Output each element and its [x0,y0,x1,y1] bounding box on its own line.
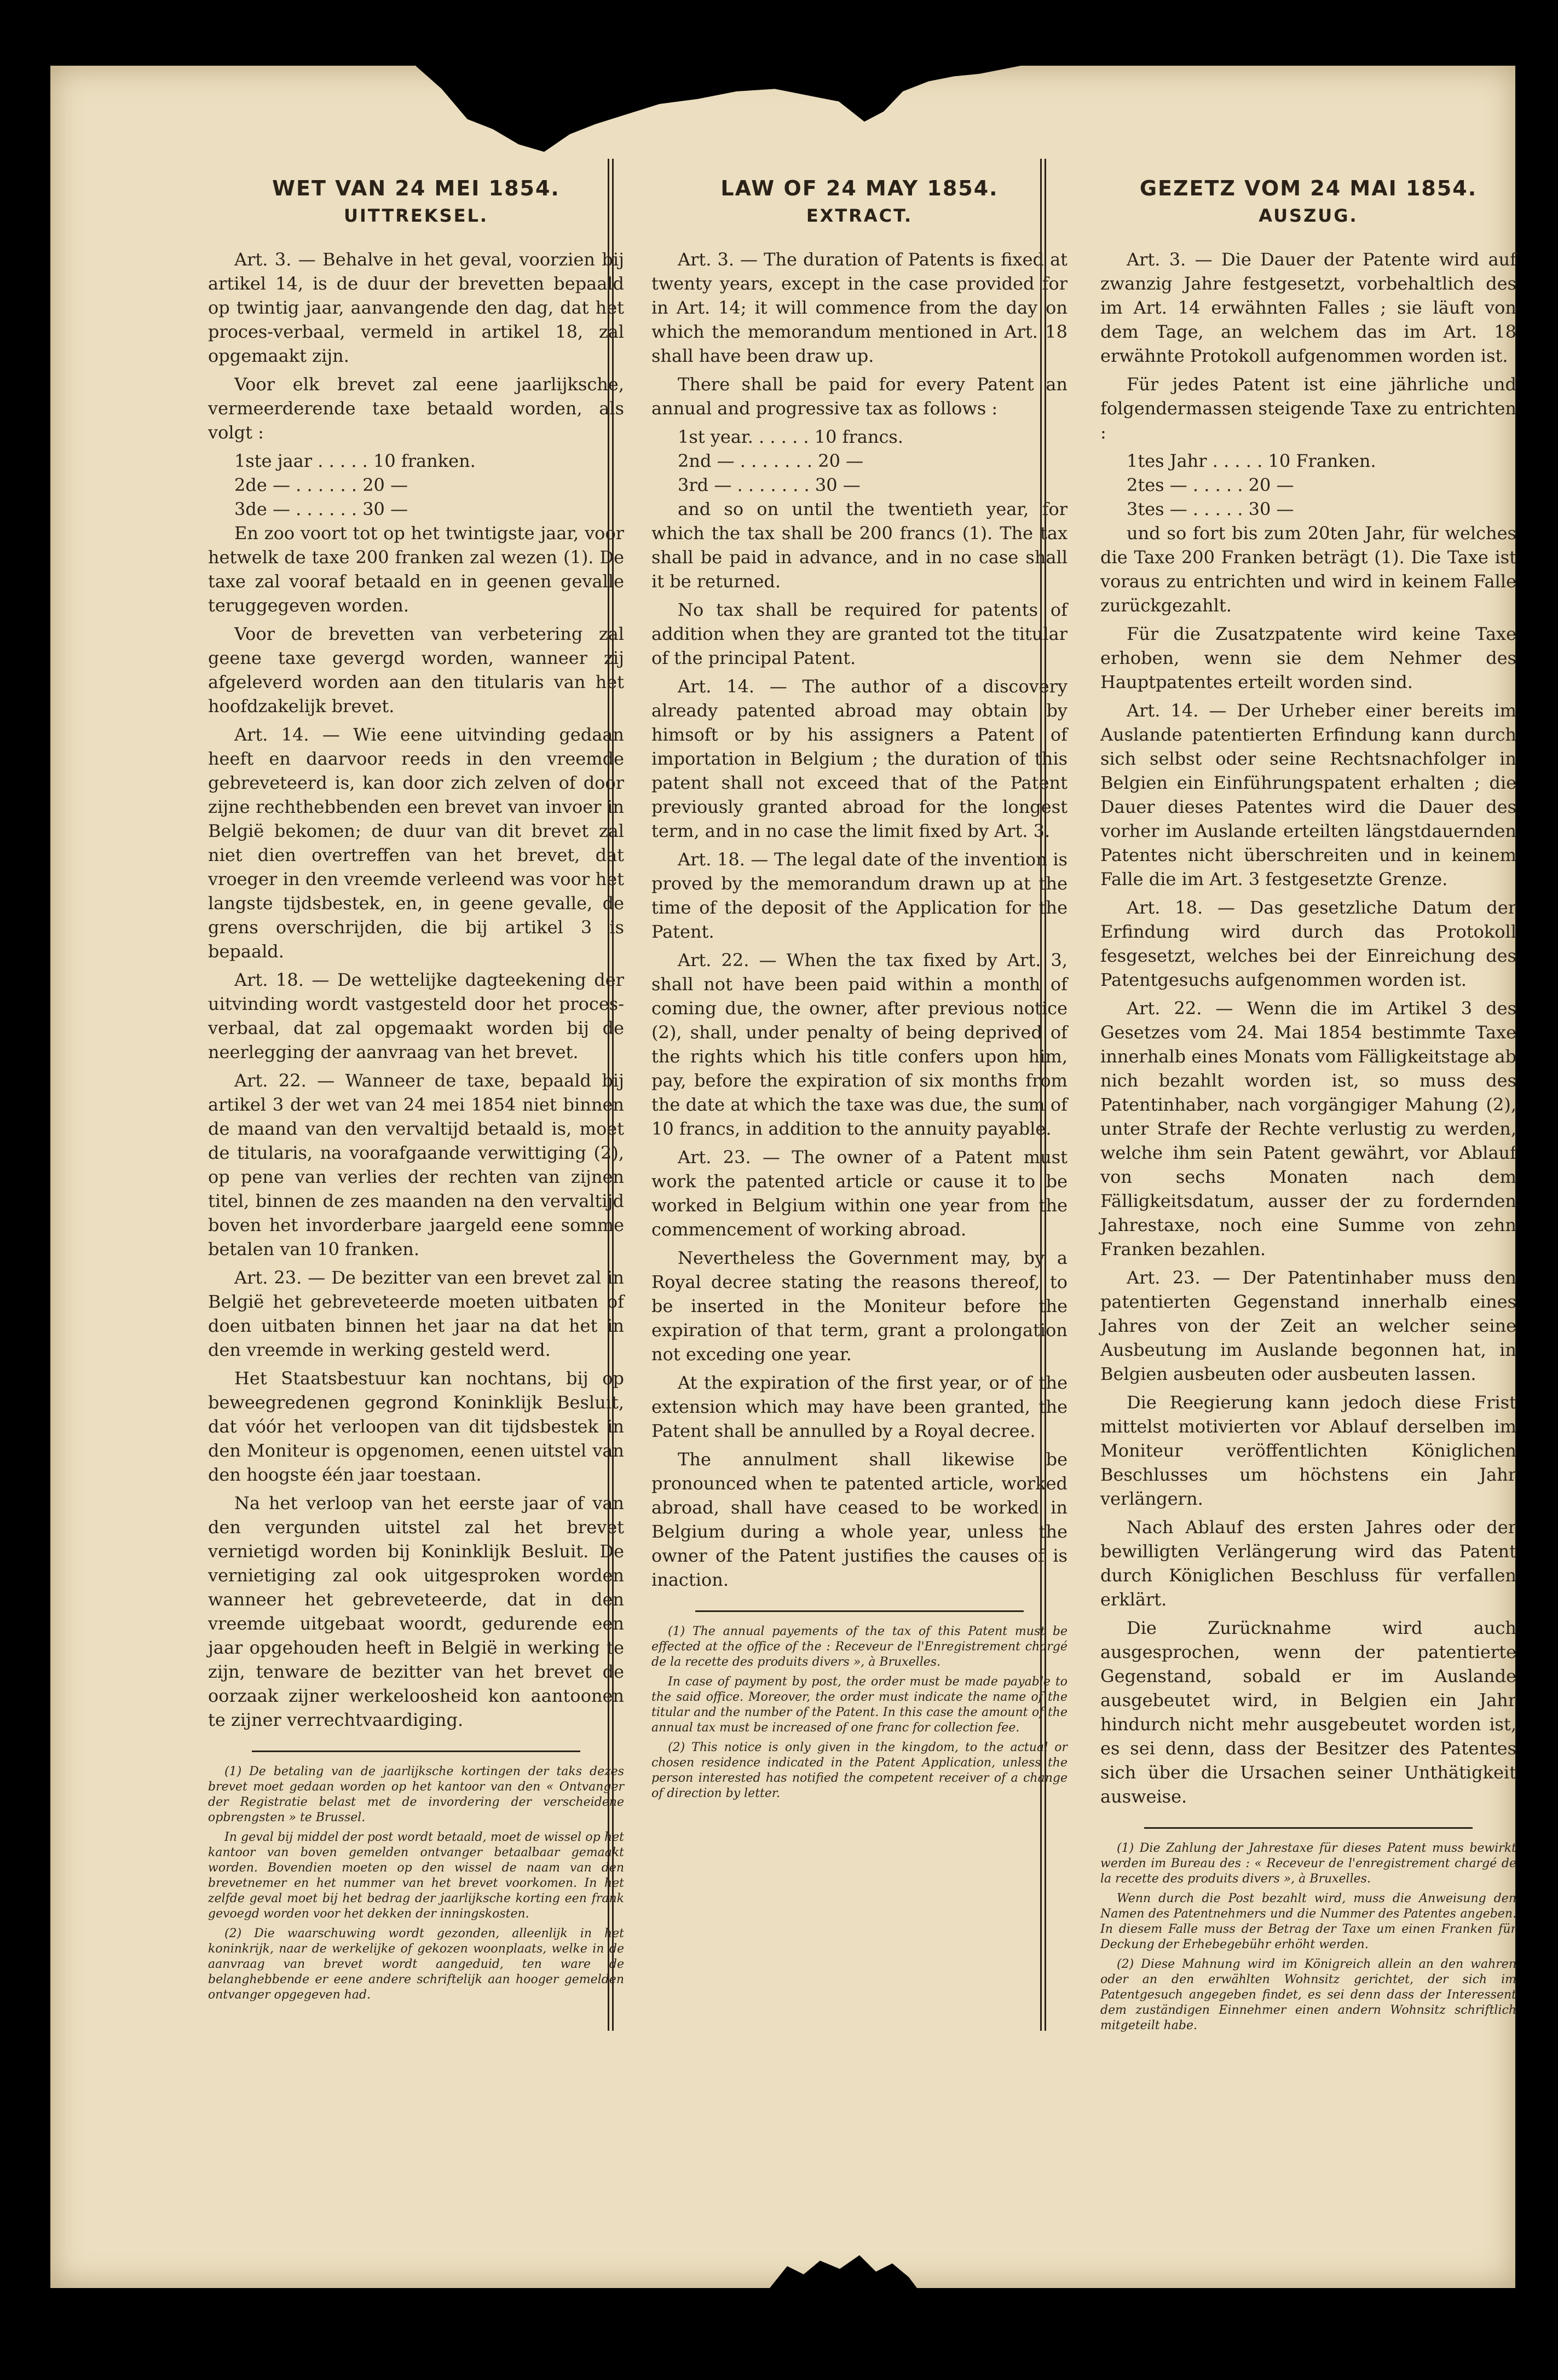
article-paragraph: Art. 18. — Das gesetzliche Datum der Erfindung wird durch das Protokoll fesgesetzt, welches bei der Einreichung des Patentgesuchs aufgenommen worden ist. [1100,897,1516,990]
article-paragraph: Die Reegierung kann jedoch diese Frist mittelst motivierten vor Ablauf derselben im Moniteur veröffentlichten Königlichen Beschlusses um höchstens ein Jahr verlängern. [1100,1392,1516,1509]
article-paragraph: No tax shall be required for patents of addition when they are granted tot the titular of the principal Patent. [651,599,1067,668]
footnote-separator [1144,1827,1473,1829]
fee-line: 3tes — . . . . . 30 — [1127,499,1294,519]
article-paragraph: Für die Zusatzpatente wird keine Taxe erhoben, wenn sie dem Nehmer des Hauptpatentes erteilt worden sind. [1100,623,1516,692]
article-paragraph: Art. 14. — Der Urheber einer bereits im Auslande patentierten Erfindung kann durch sich selbst oder seine Rechtsnachfolger in Belgien ein Einführungspatent erhalten ; die Dauer dieses Patentes wird die Dauer des vorher im Auslande erteilten längstdauernden Patentes nicht überschreiten und in keinem Falle die im Art. 3 festgesetzte Grenze. [1100,700,1516,889]
fee-line: 2tes — . . . . . 20 — [1127,475,1294,495]
article-paragraph: Art. 23. — Der Patentinhaber muss den patentierten Gegenstand innerhalb eines Jahres von der Zeit an welcher seine Ausbeutung im Auslande begonnen hat, in Belgien ausbeuten oder ausbeuten lassen. [1100,1267,1516,1384]
column-title: WET VAN 24 MEI 1854. [272,176,560,200]
article-paragraph: und so fort bis zum 20ten Jahr, für welches die Taxe 200 Franken beträgt (1). Die Taxe ist voraus zu entrichten und wird in keinem Falle zurückgezahlt. [1100,523,1516,616]
article-paragraph: Art. 3. — Die Dauer der Patente wird auf zwanzig Jahre festgesetzt, vorbehaltlich des im Art. 14 erwähnten Falles ; sie läuft von dem Tage, an welchem das im Art. 18 erwähnte Protokoll aufgenommen worden ist. [1100,249,1516,366]
footnote: In case of payment by post, the order must be made payable to the said office. Moreover, the order must indicate the name of the titular and the number of the Patent. In this case the amount of the annual tax must be increased of one franc for collection fee. [651,1675,1067,1735]
column-dutch [208,170,624,2007]
footnote: (1) The annual payements of the tax of this Patent must be effected at the office of the : Receveur de l'Enregistrement chargé de la recette des produits divers », à Bruxelles. [651,1625,1067,1669]
column-subtitle: UITTREKSEL. [343,205,489,226]
article-paragraph: Art. 14. — Wie eene uitvinding gedaan heeft en daarvoor reeds in den vreemde gebreveteerd is, kan door zich zelven of door zijne rechthebbenden een brevet van invoer in België bekomen; de duur van dit brevet zal niet dien overtreffen van het brevet, dat vroeger in den vreemde verleend was voor het langste tijdsbestek, en, in geene gevalle, de grens overschrijden, die bij artikel 3 is bepaald. [208,724,624,962]
footnote-separator [695,1610,1024,1612]
article-paragraph: En zoo voort tot op het twintigste jaar, voor hetwelk de taxe 200 franken zal wezen (1). De taxe zal vooraf betaald en in geenen gevalle teruggegeven worden. [208,523,624,616]
footnote: (1) De betaling van de jaarlijksche kortingen der taks dezes brevet moet gedaan worden op het kantoor van den « Ontvanger der Registratie belast met de invordering der verscheidene opbrengsten » te Brussel. [208,1765,624,1824]
article-paragraph: Voor de brevetten van verbetering zal geene taxe gevergd worden, wanneer zij afgeleverd worden aan den titularis van het hoofdzakelijk brevet. [208,623,624,717]
article-paragraph: Art. 18. — De wettelijke dagteekening der uitvinding wordt vastgesteld door het proces-verbaal, dat zal opgemaakt worden bij de neerlegging der aanvraag van het brevet. [208,969,624,1062]
article-paragraph: Art. 22. — When the tax fixed by Art. 3, shall not have been paid within a month of coming due, the owner, after previous notice (2), shall, under penalty of being deprived of the rights which his title confers upon him, pay, before the expiration of six months from the date at which the taxe was due, the sum of 10 francs, in addition to the annuity payable. [651,950,1067,1139]
fee-line: 3de — . . . . . . 30 — [234,499,408,519]
footnote: Wenn durch die Post bezahlt wird, muss die Anweisung den Namen des Patentnehmers und die Nummer des Patentes angeben. In diesem Falle muss der Betrag der Taxe um einen Franken für Deckung der Erhebegebühr erhöht werden. [1100,1892,1516,1951]
article-paragraph: Art. 23. — The owner of a Patent must work the patented article or cause it to be worked in Belgium within one year from the commencement of working abroad. [651,1147,1067,1240]
footnote: (2) Die waarschuwing wordt gezonden, alleenlijk in het koninkrijk, naar de werkelijke of gekozen woonplaats, welke in de aanvraag van brevet wordt aangeduid, ten ware de belanghebbende er eene andere schriftelijk aan hooger gemelden ontvanger opgegeven had. [208,1927,624,2002]
fee-line: 1tes Jahr . . . . . 10 Franken. [1127,450,1376,471]
article-paragraph: Art. 14. — The author of a discovery already patented abroad may obtain by himsoft or by his assigners a Patent of importation in Belgium ; the duration of this patent shall not exceed that of the Patent previously granted abroad for the longest term, and in no case the limit fixed by Art. 3. [651,676,1067,841]
column-title: LAW OF 24 MAY 1854. [720,176,999,200]
column-english [651,170,1067,1806]
column-subtitle: EXTRACT. [806,205,913,226]
article-paragraph: Voor elk brevet zal eene jaarlijksche, vermeerderende taxe betaald worden, als volgt : [208,374,624,443]
article-paragraph: Art. 22. — Wenn die im Artikel 3 des Gesetzes vom 24. Mai 1854 bestimmte Taxe innerhalb eines Monats vom Fälligkeitstage ab nich bezahlt worden ist, so muss des Patentinhaber, nach vorgängiger Mahung (2), unter Strafe der Rechte verlustig zu werden, welche ihm sein Patent gewährt, vor Ablauf von sechs Monaten nach dem Fälligkeitsdatum, ausser der zu fordernden Jahrestaxe, noch eine Summe von zehn Franken bezahlen. [1100,998,1516,1260]
article-paragraph: Nach Ablauf des ersten Jahres oder der bewilligten Verlängerung wird das Patent durch Königlichen Beschluss für verfallen erklärt. [1100,1517,1516,1610]
article-paragraph: Für jedes Patent ist eine jährliche und folgendermassen steigende Taxe zu entrichten : [1100,374,1516,443]
article-paragraph: There shall be paid for every Patent an annual and progressive tax as follows : [651,374,1067,419]
article-paragraph: Art. 3. — Behalve in het geval, voorzien bij artikel 14, is de duur der brevetten bepaald op twintig jaar, aanvangende den dag, dat het proces-verbaal, vermeld in artikel 18, zal opgemaakt zijn. [208,249,624,366]
fee-line: 1st year. . . . . . 10 francs. [678,426,903,447]
article-paragraph: Het Staatsbestuur kan nochtans, bij op beweegredenen gegrond Koninklijk Besluit, dat vóór het verloopen van dit tijdsbestek in den Moniteur is opgenomen, eenen uitstel van den hoogste één jaar toestaan. [208,1368,624,1485]
fee-line: 1ste jaar . . . . . 10 franken. [234,450,476,471]
article-paragraph: Na het verloop van het eerste jaar of van den vergunden uitstel zal het brevet vernietigd worden bij Koninklijk Besluit. De vernietiging zal ook uitgesproken worden wanneer het gebreveteerde, dat in den vreemde uitgebaat woordt, gedurende een jaar opgehouden heeft in België in werking te zijn, tenware de bezitter van het brevet de oorzaak zijner werkeloosheid kon aantoonen te zijner verrechtvaardiging. [208,1493,624,1730]
footnote: (2) This notice is only given in the kingdom, to the actual or chosen residence indicated in the Patent Application, unless the person interested has notified the competent receiver of a change of direction by letter. [651,1741,1067,1800]
column-title: GEZETZ VOM 24 MAI 1854. [1139,176,1478,200]
article-paragraph: The annulment shall likewise be pronounced when te patented article, worked abroad, shall have ceased to be worked in Belgium during a whole year, unless the owner of the Patent justifies the causes of is inaction. [651,1449,1067,1590]
article-paragraph: Art. 23. — De bezitter van een brevet zal in België het gebreveteerde moeten uitbaten of doen uitbaten binnen het jaar na dat het in den vreemde in werking gesteld werd. [208,1267,624,1360]
article-paragraph: Die Zurücknahme wird auch ausgesprochen, wenn der patentierte Gegenstand, sobald er im Auslande ausgebeutet wird, in Belgien ein Jahr hindurch nicht mehr ausgebeutet worden ist, es sei denn, dass der Besitzer des Patentes sich über die Ursachen seiner Unthätigkeit ausweise. [1100,1618,1516,1807]
footnote: (1) Die Zahlung der Jahrestaxe für dieses Patent muss bewirkt werden im Bureau des : « Receveur de l'enregistrement chargé de la recette des produits divers », à Bruxelles. [1100,1841,1516,1886]
article-paragraph: Nevertheless the Government may, by a Royal decree stating the reasons thereof, to be inserted in the Moniteur before the expiration of that term, grant a prolongation not exceding one year. [651,1247,1067,1365]
column-subtitle: AUSZUG. [1259,205,1358,226]
fee-line: 2nd — . . . . . . . 20 — [678,450,864,471]
fee-line: 3rd — . . . . . . . 30 — [678,475,861,495]
article-paragraph: and so on until the twentieth year, for which the tax shall be 200 francs (1). The tax shall be paid in advance, and in no case shall it be returned. [651,499,1067,592]
footnote: In geval bij middel der post wordt betaald, moet de wissel op het kantoor van boven gemelden ontvanger betaalbaar gemaakt worden. Bovendien moeten op den wissel de naam van den brevetnemer en het nummer van het brevet voorkomen. In het zelfde geval moet bij het bedrag der jaarlijksche korting een frank gevoegd worden voor het dekken der inningskosten. [208,1830,624,1921]
fee-line: 2de — . . . . . . 20 — [234,475,408,495]
article-paragraph: Art. 18. — The legal date of the invention is proved by the memorandum drawn up at the time of the deposit of the Application for the Patent. [651,849,1067,942]
footnote: (2) Diese Mahnung wird im Königreich allein an den wahren oder an den erwählten Wohnsitz gerichtet, der sich im Patentgesuch angegeben findet, es sei denn dass der Interessent dem zuständigen Einnehmer einen andern Wohnsitz schriftlich mitgeteilt habe. [1100,1957,1516,2032]
column-german [1100,170,1516,2038]
article-paragraph: Art. 22. — Wanneer de taxe, bepaald bij artikel 3 der wet van 24 mei 1854 niet binnen de maand van den vervaltijd betaald is, moet de titularis, na voorafgaande verwittiging (2), op pene van verlies der rechten van zijnen titel, binnen de zes maanden na den vervaltijd boven het invorderbare jaargeld eene somme betalen van 10 franken. [208,1070,624,1260]
footnote-separator [252,1751,580,1752]
article-paragraph: Art. 3. — The duration of Patents is fixed at twenty years, except in the case provided for in Art. 14; it will commence from the day on which the memorandum mentioned in Art. 18 shall have been draw up. [651,249,1067,366]
article-paragraph: At the expiration of the first year, or of the extension which may have been granted, the Patent shall be annulled by a Royal decree. [651,1372,1067,1441]
